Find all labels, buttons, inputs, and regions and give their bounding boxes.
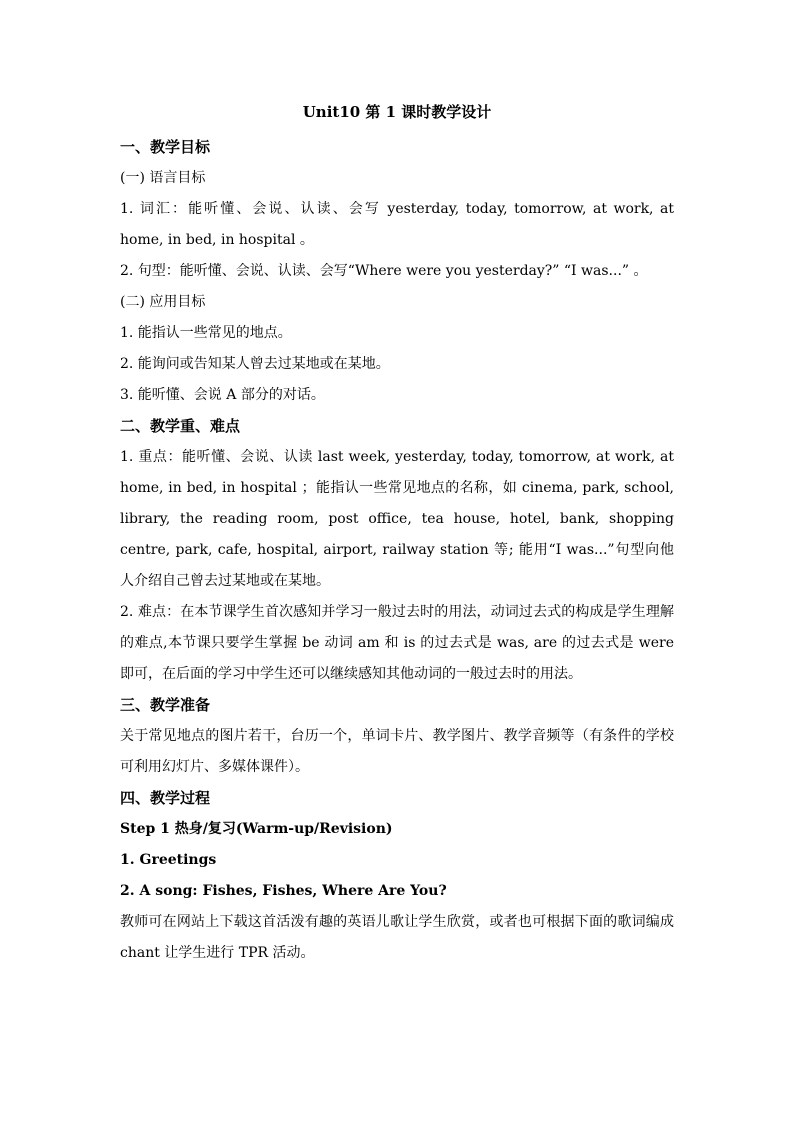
- application-goal-2: 2. 能询问或告知某人曾去过某地或在某地。: [120, 356, 390, 372]
- application-goal-3: 3. 能听懂、会说 A 部分的对话。: [120, 387, 325, 403]
- section-heading-process: 四、教学过程: [120, 789, 211, 807]
- section-heading-key-difficult: 二、教学重、难点: [120, 417, 241, 435]
- vocabulary-goal: 1. 词汇：能听懂、会说、认读、会写 yesterday, today, tomorrow, at work, at home, in bed, in hospital 。: [120, 201, 674, 248]
- step1-song-description: 教师可在网站上下载这首活泼有趣的英语儿歌让学生欣赏，或者也可根据下面的歌词编成 chant 让学生进行 TPR 活动。: [120, 914, 674, 961]
- subheading-application-goals: (二) 应用目标: [120, 294, 206, 310]
- subheading-language-goals: (一) 语言目标: [120, 170, 206, 186]
- application-goal-1: 1. 能指认一些常见的地点。: [120, 325, 292, 341]
- sentence-pattern-goal: 2. 句型：能听懂、会说、认读、会写“Where were you yesterday?” “I was...” 。: [120, 263, 648, 279]
- section-heading-objectives: 一、教学目标: [120, 138, 211, 156]
- difficult-point: 2. 难点：在本节课学生首次感知并学习一般过去时的用法，动词过去式的构成是学生理解的难点,本节课只要学生掌握 be 动词 am 和 is 的过去式是 was, are 的过去式是 were 即可，在后面的学习中学生还可以继续感知其他动词的一般过去时的用法。: [120, 604, 674, 682]
- section-heading-preparation: 三、教学准备: [120, 696, 211, 714]
- key-point: 1. 重点：能听懂、会说、认读 last week, yesterday, today, tomorrow, at work, at home, in bed, in hospital ；能指认一些常见地点的名称，如 cinema, park, school, library, the reading room, post office, tea house, hotel, bank, shopping centre, park, cafe, hospital, airport, railway station 等; 能用“I was...”句型向他人介绍自己曾去过某地或在某地。: [120, 449, 674, 589]
- page-title: Unit10 第 1 课时教学设计: [302, 103, 492, 121]
- step1-song: 2. A song: Fishes, Fishes, Where Are You?: [120, 883, 447, 899]
- preparation-text: 关于常见地点的图片若干，台历一个，单词卡片、教学图片、教学音频等（有条件的学校可利用幻灯片、多媒体课件）。: [120, 728, 674, 775]
- step1-greetings: 1. Greetings: [120, 852, 217, 868]
- document-body: [120, 100, 674, 969]
- step1-heading: Step 1 热身/复习(Warm-up/Revision): [120, 821, 393, 837]
